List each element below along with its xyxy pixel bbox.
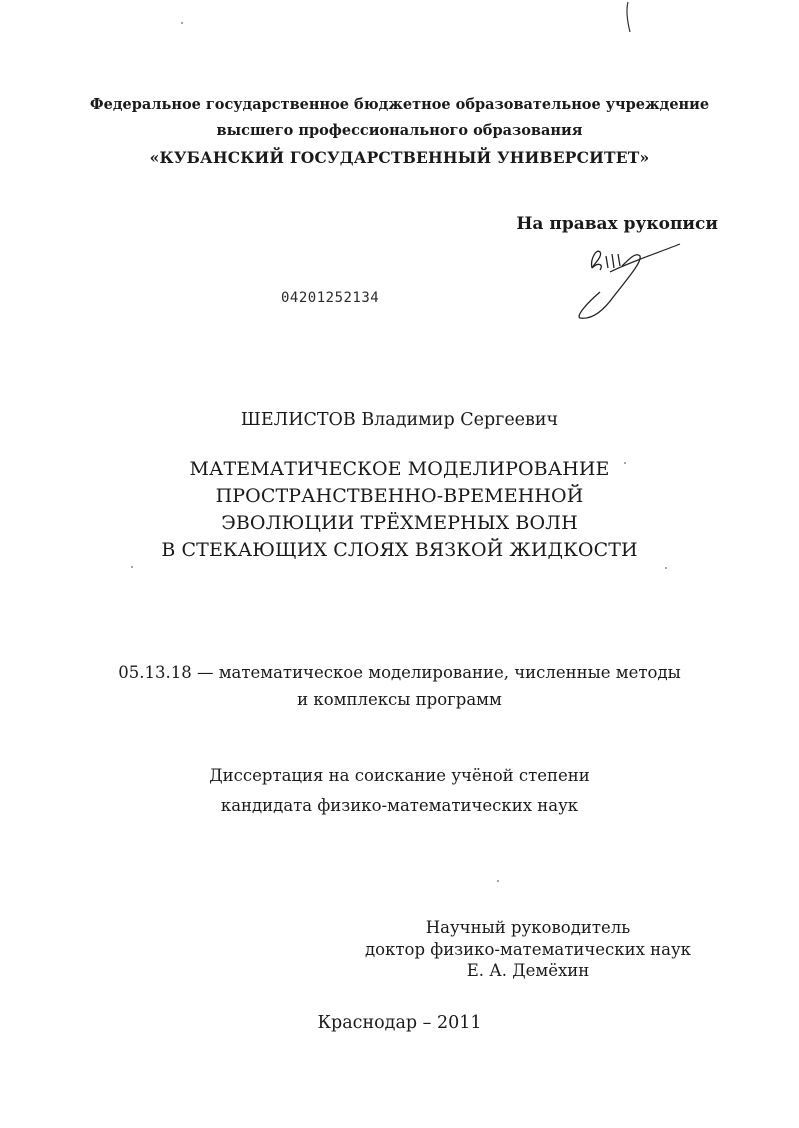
author-name: ШЕЛИСТОВ Владимир Сергеевич [240, 410, 559, 430]
manuscript-rights-note: На правах рукописи [516, 214, 718, 234]
university-name: «КУБАНСКИЙ ГОСУДАРСТВЕННЫЙ УНИВЕРСИТЕТ» [149, 148, 650, 167]
specialty-line-2: и комплексы программ [297, 690, 502, 709]
institution-line-1: Федеральное государственное бюджетное образовательное учреждение [89, 96, 710, 113]
supervisor-name: Е. А. Демёхин [466, 961, 590, 980]
handwritten-signature [570, 238, 690, 328]
dissertation-line-1: Диссертация на соискание учёной степени [209, 766, 590, 785]
institution-line-2: высшего профессионального образования [216, 122, 583, 139]
scan-edge-mark [618, 0, 638, 40]
scan-speck [624, 462, 626, 464]
title-line-4: В СТЕКАЮЩИХ СЛОЯХ ВЯЗКОЙ ЖИДКОСТИ [161, 539, 638, 561]
scan-speck [497, 880, 499, 882]
archive-number: 04201252134 [281, 290, 380, 306]
specialty-line-1: 05.13.18 — математическое моделирование, численные методы [118, 663, 681, 682]
supervisor-degree: доктор физико-математических наук [365, 940, 691, 959]
scan-speck [131, 566, 133, 568]
supervisor-role: Научный руководитель [425, 918, 631, 937]
scan-speck [181, 22, 183, 24]
title-line-1: МАТЕМАТИЧЕСКОЕ МОДЕЛИРОВАНИЕ [189, 458, 610, 480]
dissertation-line-2: кандидата физико-математических наук [220, 796, 579, 815]
title-line-3: ЭВОЛЮЦИИ ТРЁХМЕРНЫХ ВОЛН [221, 512, 578, 534]
city-year: Краснодар – 2011 [317, 1013, 482, 1033]
title-line-2: ПРОСТРАНСТВЕННО-ВРЕМЕННОЙ [215, 485, 584, 507]
scan-speck [665, 567, 667, 569]
